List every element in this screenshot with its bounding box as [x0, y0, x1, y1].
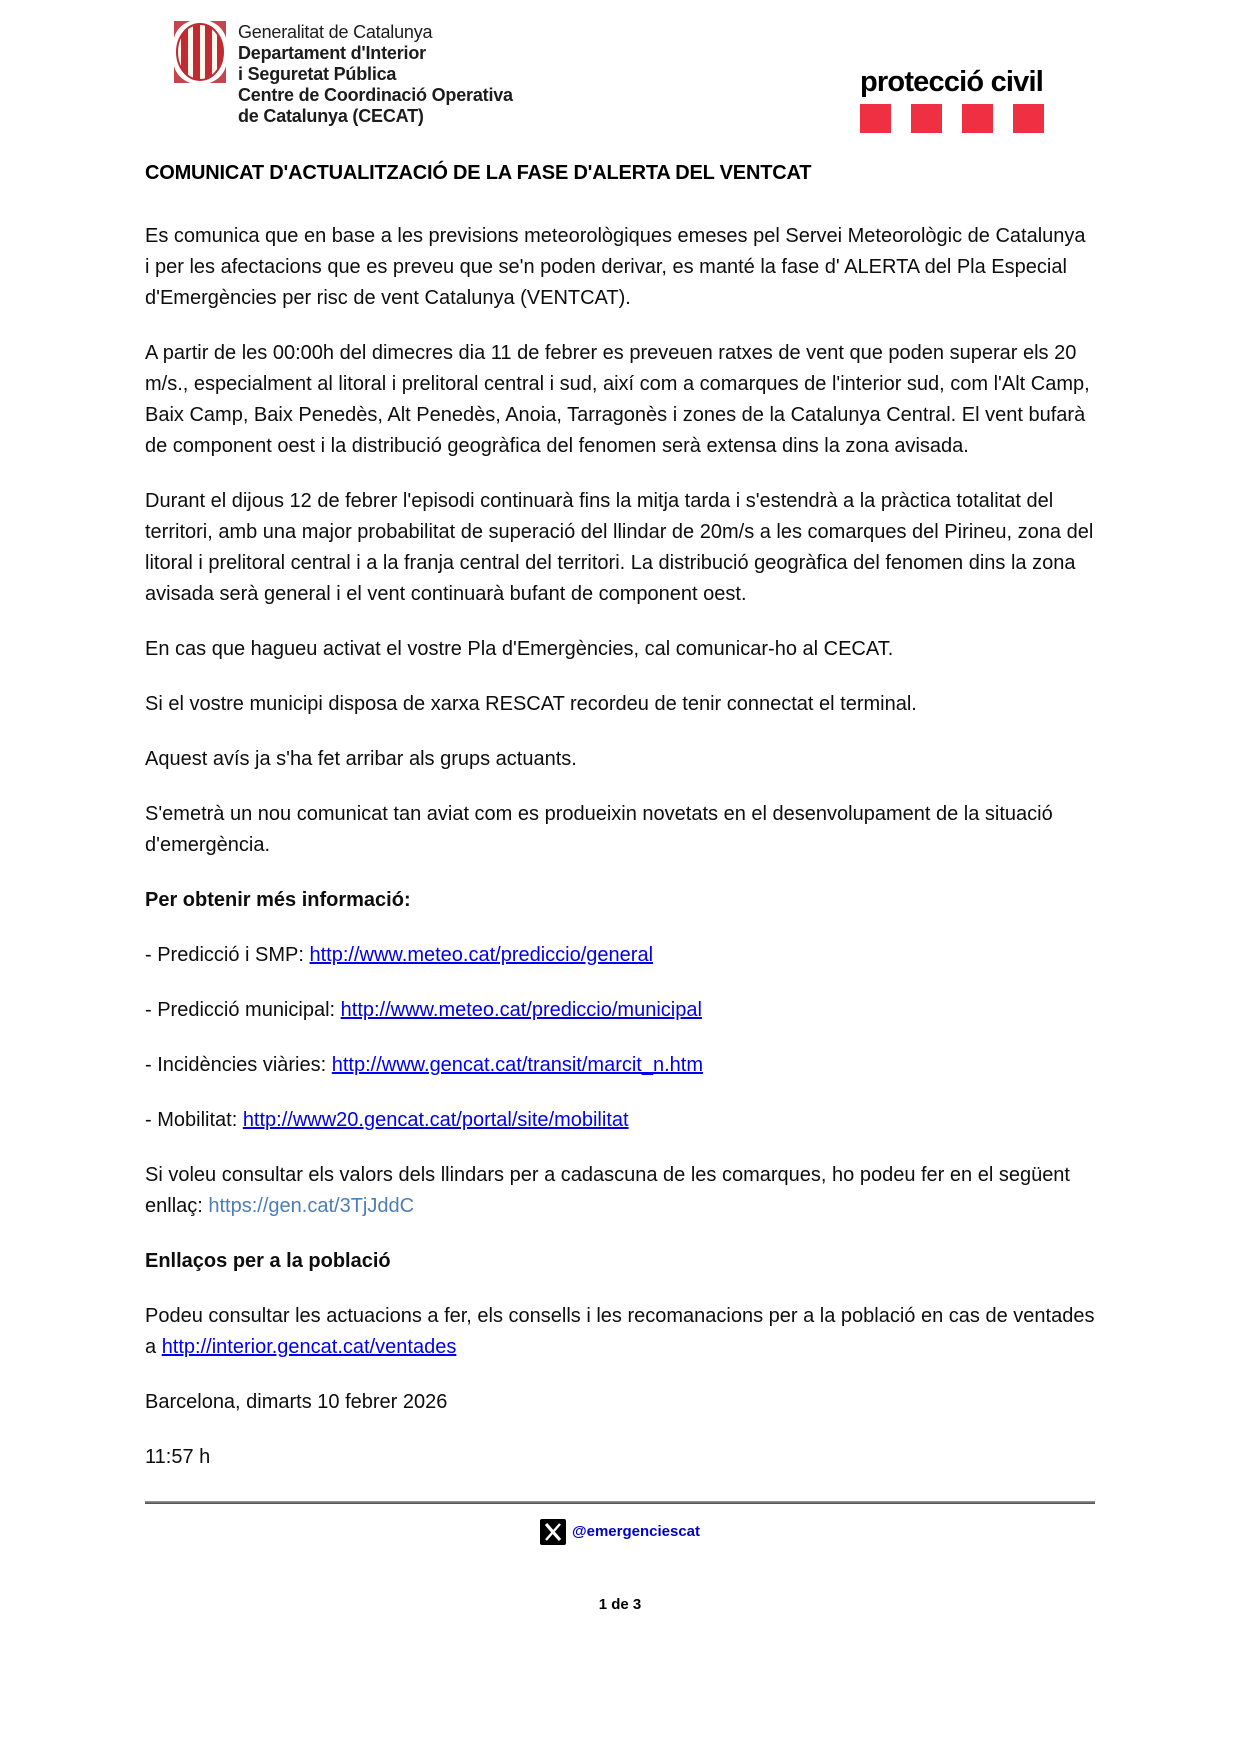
more-info-heading: Per obtenir més informació:: [145, 889, 411, 911]
proteccio-civil-logo: [860, 66, 1100, 133]
document-title: COMUNICAT D'ACTUALITZACIÓ DE LA FASE D'ALERTA DEL VENTCAT: [145, 162, 812, 184]
x-twitter-icon: [540, 1519, 566, 1545]
time-stamp: 11:57 h: [145, 1446, 211, 1468]
red-square-icon: [911, 104, 942, 133]
link-label: - Predicció municipal:: [145, 999, 336, 1021]
red-square-icon: [1013, 104, 1044, 133]
red-square-icon: [860, 104, 891, 133]
paragraph-thursday-forecast: Durant el dijous 12 de febrer l'episodi continuarà fins la mitja tarda i s'estendrà a la pràctica totalitat del territori, amb una major probabilitat de superació del llindar de 20m/s a les comarques del Pirineu, zona del litoral i prelitoral central i a la franja central del territori. La distribució geogràfica del fenomen dins la zona avisada serà general i el vent continuarà bufant de component oest.: [145, 490, 1094, 605]
mobilitat-link[interactable]: http://www20.gencat.cat/portal/site/mobilitat: [242, 1109, 629, 1131]
link-label: - Mobilitat:: [145, 1109, 238, 1131]
org-center-line2: de Catalunya (CECAT): [238, 106, 424, 126]
org-identity-block: [238, 22, 513, 127]
prediccio-municipal-link[interactable]: http://www.meteo.cat/prediccio/municipal: [340, 999, 702, 1021]
generalitat-emblem-icon: [173, 20, 227, 84]
link-label: - Incidències viàries:: [145, 1054, 327, 1076]
proteccio-civil-squares-icon: [860, 104, 1100, 133]
paragraph-poblacio: [145, 1301, 1095, 1363]
paragraph-communication: Es comunica que en base a les previsions meteorològiques emeses pel Servei Meteorològic de Catalunya i per les afectacions que es preveu que se'n poden derivar, es manté la fase d' ALERTA del Pla Especial d'Emergències per risc de vent Catalunya (VENTCAT).: [145, 225, 1086, 309]
red-square-icon: [962, 104, 993, 133]
llindars-short-link[interactable]: https://gen.cat/3TjJddC: [208, 1195, 415, 1217]
proteccio-civil-wordmark: protecció civil: [860, 66, 1044, 98]
link-line-prediccio-smp: [145, 940, 1095, 971]
paragraph-wednesday-forecast: A partir de les 00:00h del dimecres dia 11 de febrer es preveuen ratxes de vent que poden superar els 20 m/s., especialment al litoral i prelitoral central i sud, així com a comarques de l'interior sud, com l'Alt Camp, Baix Camp, Baix Penedès, Alt Penedès, Anoia, Tarragonès i zones de la Catalunya Central. El vent bufarà de component oest i la distribució geogràfica del fenomen serà extensa dins la zona avisada.: [145, 342, 1090, 457]
transit-link[interactable]: http://www.gencat.cat/transit/marcit_n.htm: [331, 1054, 704, 1076]
org-name: Generalitat de Catalunya: [238, 22, 433, 42]
link-label: - Predicció i SMP:: [145, 944, 304, 966]
link-line-prediccio-municipal: [145, 995, 1095, 1026]
place-date: Barcelona, dimarts 10 febrer 2026: [145, 1391, 448, 1413]
link-line-mobilitat: [145, 1105, 1095, 1136]
poblacio-text: Podeu consultar les actuacions a fer, els consells i les recomanacions per a la població en cas de ventades a: [145, 1305, 1095, 1358]
page-number: 1 de 3: [598, 1596, 642, 1613]
footer-social-link[interactable]: [145, 1518, 1095, 1545]
footer-divider: [145, 1501, 1095, 1504]
paragraph-cecat-notice: En cas que hagueu activat el vostre Pla d'Emergències, cal comunicar-ho al CECAT.: [145, 638, 894, 660]
org-department-line1: Departament d'Interior: [238, 43, 426, 63]
llindars-text: Si voleu consultar els valors dels llindars per a cadascuna de les comarques, ho podeu fer en el següent enllaç:: [145, 1164, 1070, 1217]
twitter-handle[interactable]: @emergenciescat: [571, 1523, 701, 1540]
paragraph-next-update: S'emetrà un nou comunicat tan aviat com es produeixin novetats en el desenvolupament de la situació d'emergència.: [145, 803, 1053, 856]
document-body: [145, 160, 1095, 1620]
ventades-link[interactable]: http://interior.gencat.cat/ventades: [161, 1336, 457, 1358]
paragraph-llindars: [145, 1160, 1095, 1222]
org-center-line1: Centre de Coordinació Operativa: [238, 85, 513, 105]
link-line-incidencies: [145, 1050, 1095, 1081]
paragraph-rescat-notice: Si el vostre municipi disposa de xarxa RESCAT recordeu de tenir connectat el terminal.: [145, 693, 917, 715]
poblacio-heading: Enllaços per a la població: [145, 1250, 391, 1272]
paragraph-groups-notice: Aquest avís ja s'ha fet arribar als grups actuants.: [145, 748, 577, 770]
prediccio-general-link[interactable]: http://www.meteo.cat/prediccio/general: [309, 944, 654, 966]
org-department-line2: i Seguretat Pública: [238, 64, 397, 84]
